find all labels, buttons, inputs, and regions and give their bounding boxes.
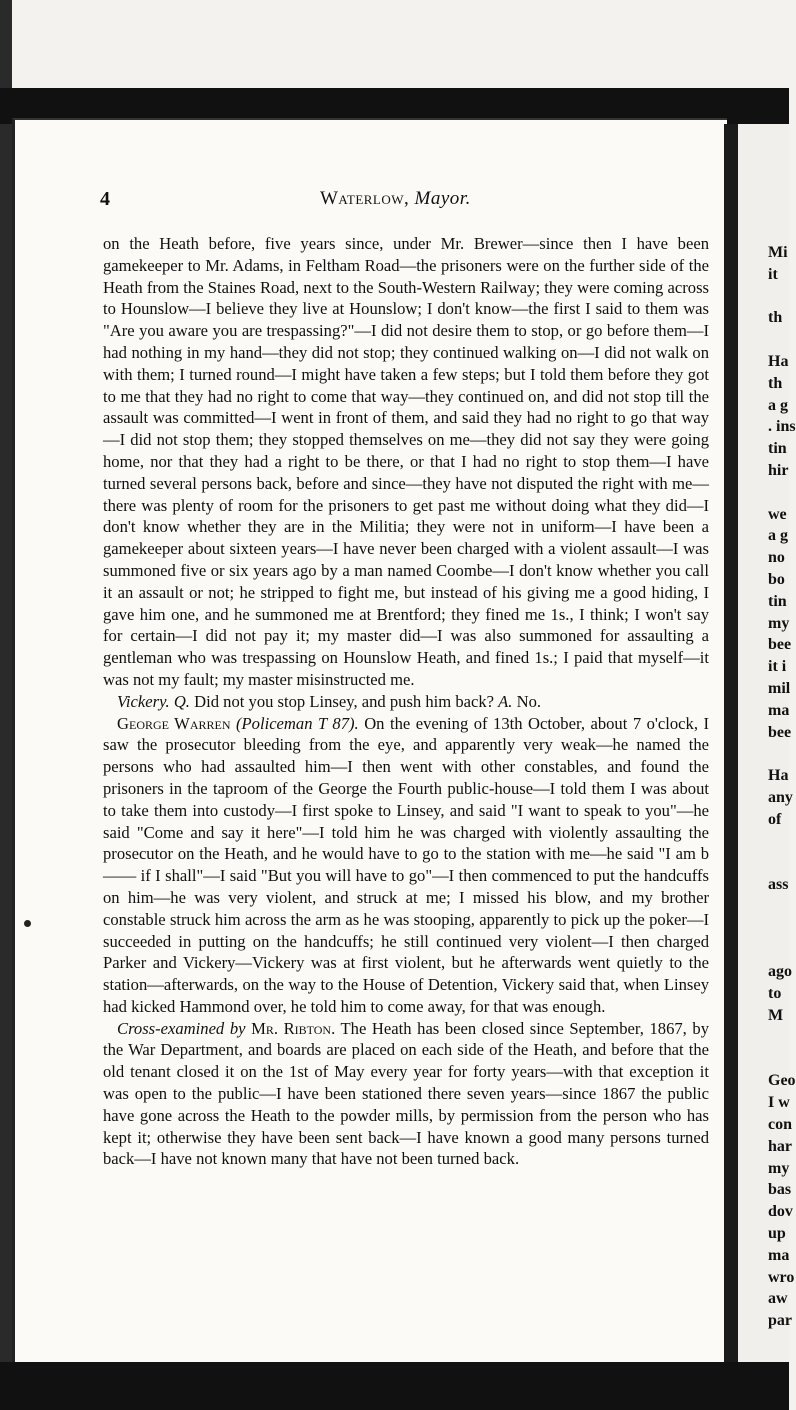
facing-page-line: a g (768, 396, 788, 414)
facing-page-line: con (768, 1116, 792, 1133)
facing-page-line: th (768, 374, 783, 392)
facing-page-line: no (768, 549, 785, 567)
facing-page-line: any (768, 789, 793, 806)
facing-page-line: th (768, 309, 783, 327)
facing-page-line: Ha (768, 353, 789, 370)
facing-page-line: ago (768, 963, 792, 981)
facing-page-line: mil (768, 680, 791, 697)
scan-edge (0, 0, 12, 1410)
facing-page-line: Ha (768, 767, 789, 785)
paragraph-cross-examination: Cross-examined by Mr. Ribton. The Heath has been closed since September, 1867, by the War Department, and boards are placed on each side of the Heath, and before that the old tenant closed it on the 1st of May every year for forty years—with that exception it was open to the public—I have been stationed there seven years—since 1867 the public have gone across the Heath to the powder mills, by permission from the person who has kept it; otherwise they have been sent back—I have known a good many persons turned back—I have not known many that have not been turned back. (103, 1018, 709, 1169)
facing-page-line: Mi (768, 244, 788, 261)
paragraph-cross-question: Vickery. Q. Did not you stop Linsey, and push him back? A. No. (117, 691, 542, 711)
facing-page-line: ma (768, 1246, 790, 1264)
facing-page-line: tin (768, 440, 787, 458)
facing-page-line: my (768, 614, 790, 632)
facing-page-line: ass (768, 876, 789, 894)
facing-page-line: bee (768, 636, 792, 654)
facing-page-line: we (768, 505, 787, 523)
paragraph-testimony: on the Heath before, five years since, under Mr. Brewer—since then I have been gamekeeper to Mr. Adams, in Feltham Road—the prisoners were on the further side of the Heath from the Staines Road, next to the South-Western Railway; they were coming across to Hounslow—I believe they live at Hounslow; I don't know—the first I said to them was "Are you aware you are trespassing?"—I did not desire them to stop, or go before them—I had nothing in my hand—they did not stop; they continued walking on—I did not walk on with them; I turned round—I might have taken a few steps; but I told them before they got to me that they had no right to come that way—they continued on, and did not stop till the assault was committed—I went in front of them, and said they had no right to go that way—I did not stop them; they stopped themselves on me—they did not say they were going home, nor that they had a right to be there, or that I had no right to stop them—I have turned several persons back, before and since—they have not disputed the right with me—there was plenty of room for the prisoners to get past me without doing what they did—I don't know whether they are in the Militia; they were not in uniform—I have been a gamekeeper about sixteen years—I have never been charged with a violent assault—I was summoned five or six years ago by a man named Coombe—I don't know whether you call it an assault or not; he stripped to fight me, but instead of his giving me a good hiding, I gave him one, and he summoned me at Brentford; they fined me 1s., I think; I won't say for certain—I did not pay it; my master did—I was also summoned for assaulting a gentleman who was trespassing on Hounslow Heath, and fined 1s.; I paid that myself—it was not my fault; my master misinstructed me. (103, 234, 709, 689)
facing-page-line: it (768, 265, 778, 283)
facing-page-line: it i (768, 658, 787, 676)
witness-name: George Warren (117, 713, 231, 733)
facing-page-line: a g (768, 527, 788, 545)
running-head-title: Mayor. (414, 188, 471, 209)
body-text (103, 233, 709, 1170)
facing-page-line: to (768, 985, 782, 1003)
facing-page-line: tin (768, 592, 787, 610)
facing-page-line: of (768, 810, 782, 828)
facing-page-line: . ins (768, 418, 796, 436)
facing-page-line: Geo (768, 1072, 796, 1090)
facing-page-line: up (768, 1225, 786, 1242)
scan-bottom-band (0, 1362, 789, 1410)
facing-page-line: aw (768, 1290, 788, 1308)
facing-page-line: har (768, 1137, 792, 1155)
facing-page-line: hir (768, 462, 789, 479)
page-header (100, 188, 700, 218)
facing-page-fragment (738, 124, 796, 1364)
facing-page-line: par (768, 1312, 792, 1330)
facing-page-line: M (768, 1007, 784, 1024)
book-gutter (724, 124, 738, 1364)
running-head (320, 188, 471, 210)
facing-page-line: ma (768, 701, 790, 719)
paragraph-witness-warren: George Warren (Policeman T 87). On the evening of 13th October, about 7 o'clock, I saw the prosecutor bleeding from the eye, and apparently very weak—he named the persons who had assaulted him—I then went with other constables, and found the prisoners in the taproom of the George the Fourth public-house—I told them I was about to take them into custody—I first spoke to Linsey, and said "I want to speak to you"—he said "Come and say it here"—I told him he was charged with violently assaulting the prosecutor on the Heath, and he would have to go to the station with me—he said "I am b—— if I shall"—I said "But you will have to go"—I then commenced to put the handcuffs on him—he was very violent, and struck at me; I missed his blow, and my brother constable struck him across the arm as he was stooping, apparently to pick up the poker—I succeeded in putting on the handcuffs; he still continued very violent—I then charged Parker and Vickery—Vickery was at first violent, but he afterwards went quietly to the station—afterwards, on the way to the House of Detention, Vickery said that, when Linsey had kicked Hammond over, he told him to come away, for that was enough. (103, 713, 709, 1016)
facing-page-line: wro (768, 1268, 795, 1286)
facing-page-line: my (768, 1159, 790, 1177)
facing-page-line: dov (768, 1203, 793, 1221)
witness-role: (Policeman T 87). (236, 713, 359, 733)
facing-page-line: bee (768, 723, 792, 741)
page-number: 4 (100, 188, 110, 210)
margin-mark (24, 920, 31, 927)
facing-page-line: bo (768, 571, 785, 588)
facing-page-line: I w (768, 1094, 790, 1112)
running-head-name: Waterlow, (320, 188, 410, 209)
facing-page-line: bas (768, 1181, 792, 1199)
